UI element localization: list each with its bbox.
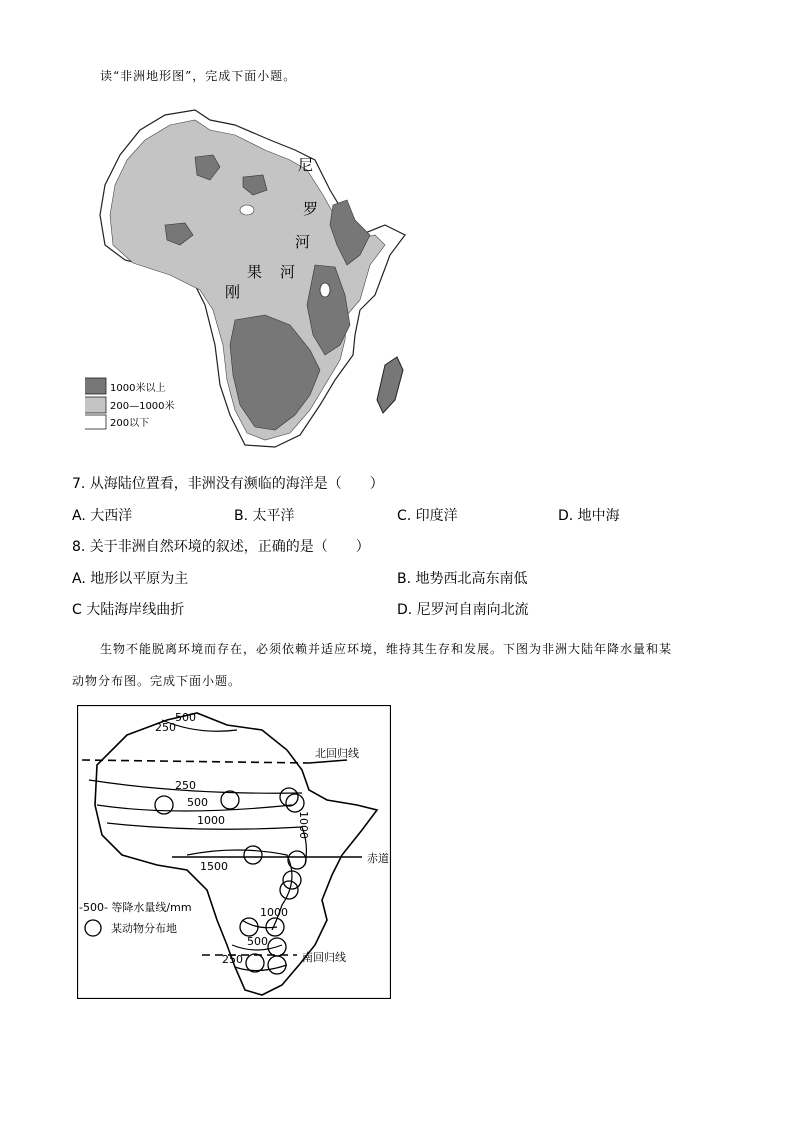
isohyet-label: 250 xyxy=(155,721,176,734)
isohyet-label: 250 xyxy=(175,779,196,792)
tropic-cancer-label: 北回归线 xyxy=(315,747,359,760)
q8-option-d[interactable]: D. 尼罗河自南向北流 xyxy=(397,602,529,618)
q7-option-b[interactable]: B. 太平洋 xyxy=(234,508,295,524)
legend-label-high: 1000米以上 xyxy=(110,383,166,394)
label-ni: 尼 xyxy=(298,156,314,174)
intro-text-1: 读“非洲地形图”，完成下面小题。 xyxy=(100,69,297,83)
tropic-capricorn-label: 南回归线 xyxy=(302,951,346,964)
equator-label: 赤道 xyxy=(367,852,389,865)
legend-label-mid: 200—1000米 xyxy=(110,401,175,412)
isohyet-label: 1500 xyxy=(200,860,228,873)
q8-option-c[interactable]: C 大陆海岸线曲折 xyxy=(72,602,185,618)
question-7-stem: 7. 从海陆位置看，非洲没有濒临的海洋是（ ） xyxy=(72,476,384,492)
question-8-stem: 8. 关于非洲自然环境的叙述，正确的是（ ） xyxy=(72,539,370,555)
label-luo: 罗 xyxy=(303,200,319,218)
isohyet-label: 500 xyxy=(187,796,208,809)
q8-option-a[interactable]: A. 地形以平原为主 xyxy=(72,571,189,587)
legend-animal-label: 某动物分布地 xyxy=(111,922,177,935)
legend-swatch-mid xyxy=(85,397,106,413)
label-guo: 果 xyxy=(247,263,263,281)
q7-option-a[interactable]: A. 大西洋 xyxy=(72,508,133,524)
isohyet-label: 1000 xyxy=(197,814,225,827)
intro-text-2-line2: 动物分布图。完成下面小题。 xyxy=(72,674,242,688)
q7-option-d[interactable]: D. 地中海 xyxy=(558,508,620,524)
isohyet-label: 500 xyxy=(175,711,196,724)
intro-text-2-line1: 生物不能脱离环境而存在，必须依赖并适应环境，维持其生存和发展。下图为非洲大陆年降水量和某 xyxy=(100,642,673,656)
legend-swatch-high xyxy=(85,378,106,394)
label-gang: 刚 xyxy=(225,283,241,301)
label-he2: 河 xyxy=(280,263,296,281)
q7-option-c[interactable]: C. 印度洋 xyxy=(397,508,458,524)
legend-label-low: 200以下 xyxy=(110,418,150,429)
q8-option-b[interactable]: B. 地势西北高东南低 xyxy=(397,571,528,587)
africa-terrain-map xyxy=(85,95,425,455)
isohyet-label: 1000 xyxy=(297,811,310,839)
africa-rainfall-map xyxy=(77,705,391,999)
legend-isohyet-label: -500- 等降水量线/mm xyxy=(79,901,192,914)
isohyet-label: 250 xyxy=(222,953,243,966)
label-he1: 河 xyxy=(295,233,311,251)
legend-swatch-low xyxy=(85,415,106,429)
isohyet-label: 500 xyxy=(247,935,268,948)
isohyet-label: 1000 xyxy=(260,906,288,919)
